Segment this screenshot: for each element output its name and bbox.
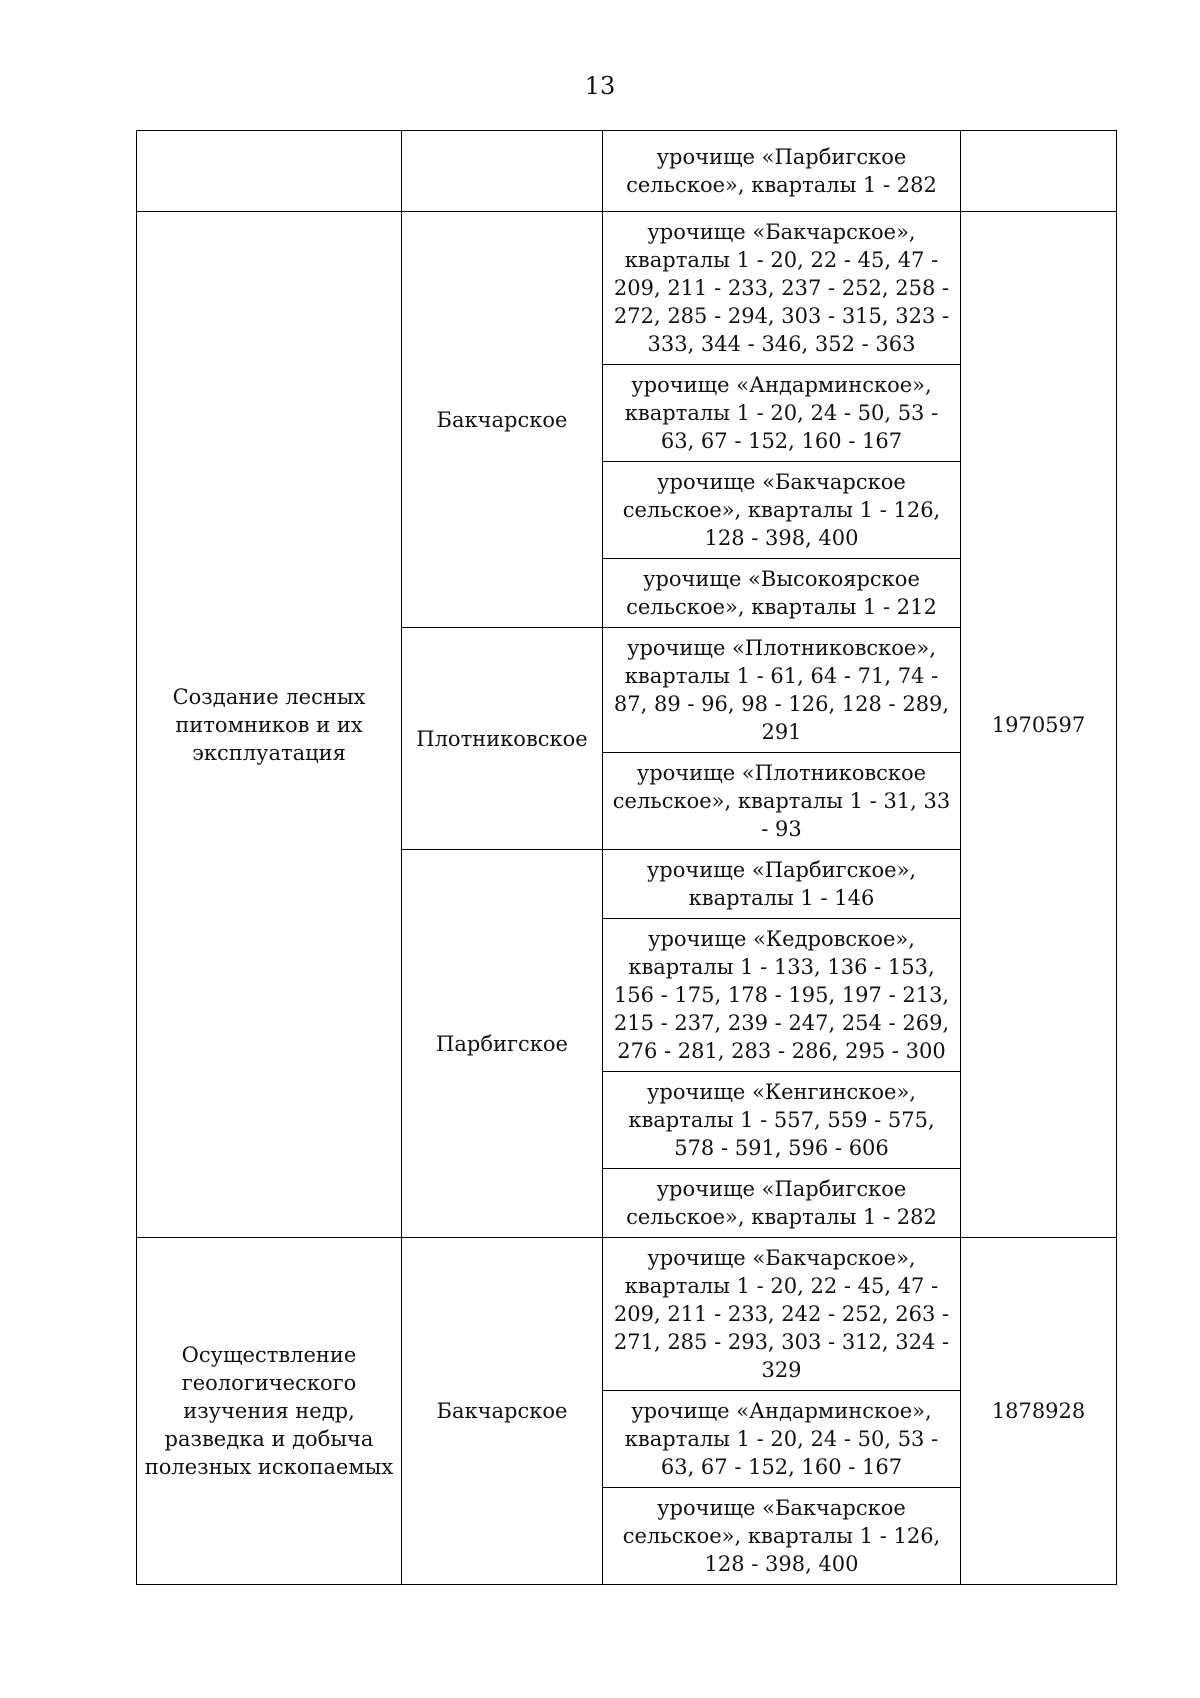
empty-cell	[961, 131, 1117, 212]
tract-cell: урочище «Парбигское», кварталы 1 - 146	[603, 850, 961, 919]
empty-cell	[402, 131, 603, 212]
use-kind-cell: Создание лесных питомников и их эксплуатация	[137, 212, 402, 1238]
tract-cell: урочище «Бакчарское», кварталы 1 - 20, 22 - 45, 47 - 209, 211 - 233, 242 - 252, 263 - 271, 285 - 293, 303 - 312, 324 - 329	[603, 1238, 961, 1391]
tract-cell: урочище «Парбигское сельское», кварталы 1 - 282	[603, 1169, 961, 1238]
tract-cell: урочище «Кедровское», кварталы 1 - 133, 136 - 153, 156 - 175, 178 - 195, 197 - 213, 215 - 237, 239 - 247, 254 - 269, 276 - 281, 283 - 286, 295 - 300	[603, 919, 961, 1072]
use-kind-cell: Осуществление геологического изучения недр, разведка и добыча полезных ископаемых	[137, 1238, 402, 1585]
tract-cell: урочище «Андарминское», кварталы 1 - 20, 24 - 50, 53 - 63, 67 - 152, 160 - 167	[603, 1391, 961, 1488]
table-row	[137, 131, 1117, 212]
page-number: 13	[584, 72, 616, 100]
forestry-cell: Бакчарское	[402, 212, 603, 628]
tract-cell: урочище «Бакчарское», кварталы 1 - 20, 22 - 45, 47 - 209, 211 - 233, 237 - 252, 258 - 272, 285 - 294, 303 - 315, 323 - 333, 344 - 346, 352 - 363	[603, 212, 961, 365]
tract-cell: урочище «Высокоярское сельское», кварталы 1 - 212	[603, 559, 961, 628]
forest-use-table	[136, 130, 1117, 1585]
forestry-cell: Бакчарское	[402, 1238, 603, 1585]
tract-cell: урочище «Плотниковское сельское», кварталы 1 - 31, 33 - 93	[603, 753, 961, 850]
tract-cell: урочище «Парбигское сельское», кварталы 1 - 282	[603, 131, 961, 212]
tract-cell: урочище «Кенгинское», кварталы 1 - 557, 559 - 575, 578 - 591, 596 - 606	[603, 1072, 961, 1169]
tract-cell: урочище «Андарминское», кварталы 1 - 20, 24 - 50, 53 - 63, 67 - 152, 160 - 167	[603, 365, 961, 462]
table-row	[137, 1238, 1117, 1391]
forestry-cell: Плотниковское	[402, 628, 603, 850]
tract-cell: урочище «Бакчарское сельское», кварталы 1 - 126, 128 - 398, 400	[603, 462, 961, 559]
forestry-cell: Парбигское	[402, 850, 603, 1238]
area-cell: 1970597	[961, 212, 1117, 1238]
table-row	[137, 212, 1117, 365]
tract-cell: урочище «Плотниковское», кварталы 1 - 61, 64 - 71, 74 - 87, 89 - 96, 98 - 126, 128 - 289, 291	[603, 628, 961, 753]
empty-cell	[137, 131, 402, 212]
area-cell: 1878928	[961, 1238, 1117, 1585]
tract-cell: урочище «Бакчарское сельское», кварталы 1 - 126, 128 - 398, 400	[603, 1488, 961, 1585]
